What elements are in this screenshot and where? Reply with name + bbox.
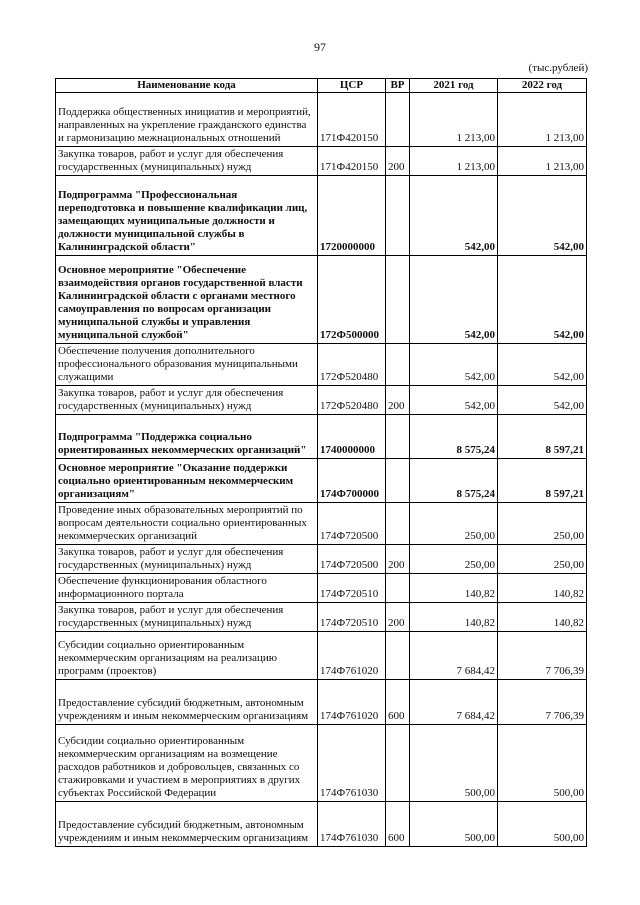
cell-2021: 140,82 [410, 574, 498, 603]
cell-vr: 600 [386, 802, 410, 847]
cell-vr [386, 574, 410, 603]
cell-2022: 542,00 [498, 344, 587, 386]
cell-2022: 500,00 [498, 725, 587, 802]
cell-vr: 200 [386, 603, 410, 632]
cell-csr: 172Ф520480 [318, 386, 386, 415]
cell-2022: 7 706,39 [498, 632, 587, 680]
cell-csr: 1740000000 [318, 415, 386, 459]
cell-csr: 174Ф761020 [318, 680, 386, 725]
cell-name: Основное мероприятие "Обеспечение взаимодействия органов государственной власти Калининградской области с органами местного самоуправления по вопросам организации муниципальной службы и управления муниципальной службой" [56, 256, 318, 344]
cell-vr [386, 725, 410, 802]
cell-name: Обеспечение функционирования областного информационного портала [56, 574, 318, 603]
cell-vr: 200 [386, 386, 410, 415]
cell-name: Закупка товаров, работ и услуг для обеспечения государственных (муниципальных) нужд [56, 545, 318, 574]
table-row [56, 415, 587, 459]
table-row [56, 503, 587, 545]
cell-2021: 7 684,42 [410, 680, 498, 725]
cell-2022: 542,00 [498, 256, 587, 344]
cell-vr [386, 415, 410, 459]
cell-2021: 542,00 [410, 256, 498, 344]
cell-2022: 8 597,21 [498, 415, 587, 459]
cell-2021: 8 575,24 [410, 415, 498, 459]
cell-name: Закупка товаров, работ и услуг для обеспечения государственных (муниципальных) нужд [56, 386, 318, 415]
table-row [56, 386, 587, 415]
cell-csr: 172Ф500000 [318, 256, 386, 344]
table-row [56, 147, 587, 176]
cell-2021: 250,00 [410, 545, 498, 574]
cell-2022: 542,00 [498, 176, 587, 256]
cell-name: Закупка товаров, работ и услуг для обеспечения государственных (муниципальных) нужд [56, 147, 318, 176]
cell-2021: 8 575,24 [410, 459, 498, 503]
cell-csr: 174Ф761020 [318, 632, 386, 680]
table-row [56, 176, 587, 256]
table-row [56, 725, 587, 802]
cell-name: Предоставление субсидий бюджетным, автономным учреждениям и иным некоммерческим организациям [56, 680, 318, 725]
table-row [56, 574, 587, 603]
cell-vr: 600 [386, 680, 410, 725]
cell-2022: 250,00 [498, 503, 587, 545]
table-row [56, 802, 587, 847]
table-row [56, 459, 587, 503]
cell-csr: 171Ф420150 [318, 147, 386, 176]
units-label: (тыс.рублей) [528, 62, 588, 74]
table-row [56, 93, 587, 147]
cell-name: Субсидии социально ориентированным некоммерческим организациям на возмещение расходов работников и добровольцев, связанных со стажировками и участием в мероприятиях в других субъектах Российской Федерации [56, 725, 318, 802]
cell-name: Обеспечение получения дополнительного профессионального образования муниципальными служащими [56, 344, 318, 386]
cell-csr: 174Ф761030 [318, 802, 386, 847]
header-csr: ЦСР [318, 79, 386, 93]
cell-vr [386, 344, 410, 386]
cell-vr [386, 459, 410, 503]
cell-2021: 140,82 [410, 603, 498, 632]
cell-csr: 174Ф720510 [318, 574, 386, 603]
cell-2021: 542,00 [410, 176, 498, 256]
table-row [56, 344, 587, 386]
cell-2021: 500,00 [410, 802, 498, 847]
cell-name: Подпрограмма "Профессиональная переподготовка и повышение квалификации лиц, замещающих муниципальные должности и должности муниципальной службы в Калининградской области" [56, 176, 318, 256]
cell-csr: 174Ф720510 [318, 603, 386, 632]
cell-vr: 200 [386, 545, 410, 574]
cell-2021: 250,00 [410, 503, 498, 545]
cell-vr [386, 256, 410, 344]
cell-2022: 250,00 [498, 545, 587, 574]
cell-csr: 174Ф761030 [318, 725, 386, 802]
header-2021: 2021 год [410, 79, 498, 93]
cell-name: Субсидии социально ориентированным некоммерческим организациям на реализацию программ (проектов) [56, 632, 318, 680]
cell-vr [386, 93, 410, 147]
header-name: Наименование кода [56, 79, 318, 93]
table-row [56, 603, 587, 632]
table-header-row [56, 79, 587, 93]
cell-2021: 542,00 [410, 386, 498, 415]
cell-2021: 1 213,00 [410, 93, 498, 147]
cell-vr [386, 503, 410, 545]
cell-2022: 8 597,21 [498, 459, 587, 503]
cell-csr: 171Ф420150 [318, 93, 386, 147]
header-vr: ВР [386, 79, 410, 93]
cell-vr [386, 632, 410, 680]
cell-csr: 174Ф720500 [318, 545, 386, 574]
cell-2022: 1 213,00 [498, 93, 587, 147]
cell-name: Закупка товаров, работ и услуг для обеспечения государственных (муниципальных) нужд [56, 603, 318, 632]
cell-2022: 1 213,00 [498, 147, 587, 176]
page-number: 97 [314, 40, 326, 54]
cell-csr: 172Ф520480 [318, 344, 386, 386]
cell-2022: 542,00 [498, 386, 587, 415]
cell-csr: 174Ф700000 [318, 459, 386, 503]
cell-2022: 140,82 [498, 603, 587, 632]
cell-vr [386, 176, 410, 256]
cell-name: Поддержка общественных инициатив и мероприятий, направленных на укрепление гражданского единства и гармонизацию межнациональных отношений [56, 93, 318, 147]
table-row [56, 680, 587, 725]
table-row [56, 545, 587, 574]
cell-vr: 200 [386, 147, 410, 176]
cell-name: Основное мероприятие "Оказание поддержки социально ориентированным некоммерческим организациям" [56, 459, 318, 503]
cell-name: Проведение иных образовательных мероприятий по вопросам деятельности социально ориентированных некоммерческих организаций [56, 503, 318, 545]
table-body [56, 93, 587, 847]
cell-2022: 500,00 [498, 802, 587, 847]
cell-name: Подпрограмма "Поддержка социально ориентированных некоммерческих организаций" [56, 415, 318, 459]
cell-2022: 7 706,39 [498, 680, 587, 725]
cell-2021: 500,00 [410, 725, 498, 802]
header-2022: 2022 год [498, 79, 587, 93]
cell-csr: 174Ф720500 [318, 503, 386, 545]
cell-2021: 1 213,00 [410, 147, 498, 176]
table-row [56, 632, 587, 680]
cell-2021: 7 684,42 [410, 632, 498, 680]
table-row [56, 256, 587, 344]
cell-csr: 1720000000 [318, 176, 386, 256]
cell-2021: 542,00 [410, 344, 498, 386]
cell-2022: 140,82 [498, 574, 587, 603]
cell-name: Предоставление субсидий бюджетным, автономным учреждениям и иным некоммерческим организациям [56, 802, 318, 847]
budget-table [55, 78, 587, 847]
